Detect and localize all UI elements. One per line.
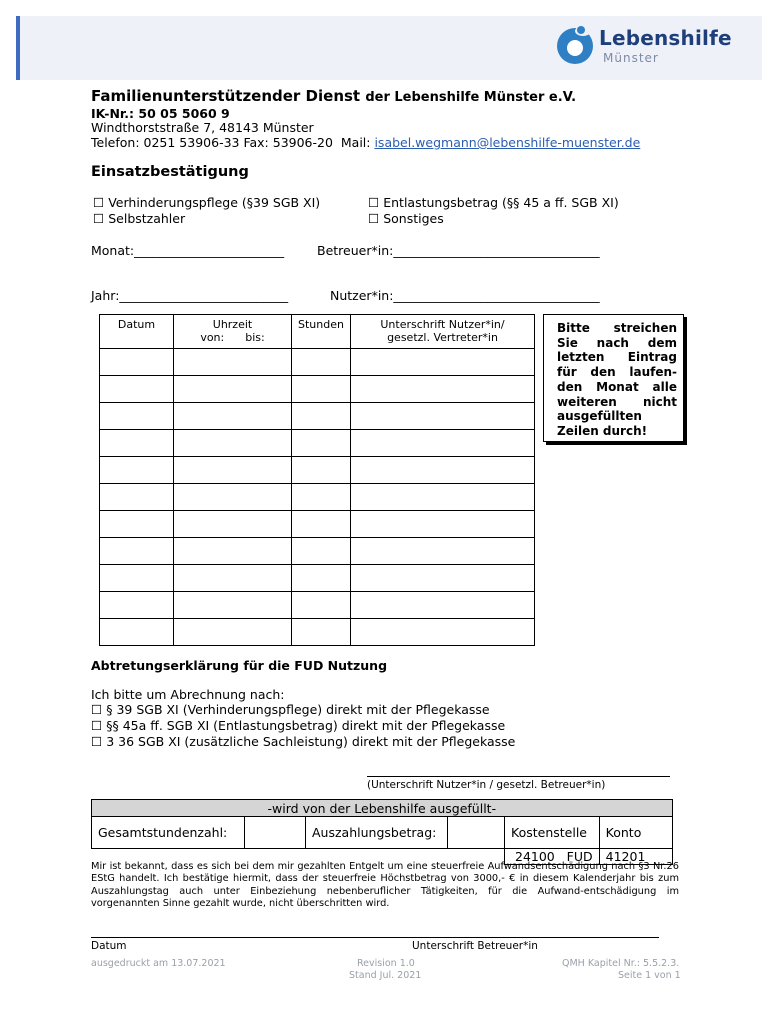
stunden-cell[interactable] xyxy=(292,376,351,403)
table-row xyxy=(100,457,535,484)
col-von-bis-label: von: bis: xyxy=(200,331,265,344)
option-label: Selbstzahler xyxy=(108,211,186,226)
tax-declaration: Mir ist bekannt, dass es sich bei dem mir gezahlten Entgelt um eine steuerfreie Aufwandsentschädigung nach §3 Nr.26 EStG handelt. Ich bestätige hiermit, dass der steuerfreie Höchstbetrag von 3000,- € in diesem Kalenderjahr bis zum Auszahlungstag auch unter Einbeziehung nebenberuflicher Tätigkeiten, für die Aufwand-entschädigung im vorgenannten Sinne gezahlt wurde, nicht überschritten wird. xyxy=(91,861,679,909)
kostenstelle-value: 24100 FUD xyxy=(505,849,600,865)
unterschrift-cell[interactable] xyxy=(351,349,535,376)
konto-value: 41201 xyxy=(599,849,672,865)
contact-text: Telefon: 0251 53906-33 Fax: 53906-20 Mail: xyxy=(91,135,375,150)
checkbox-icon[interactable]: ☐ xyxy=(91,718,103,733)
option-label: Verhinderungspflege (§39 SGB XI) xyxy=(108,195,321,210)
table-row xyxy=(100,511,535,538)
ik-number: IK-Nr.: 50 05 5060 9 xyxy=(91,106,230,121)
datum-cell[interactable] xyxy=(100,619,174,646)
betreuer-field[interactable]: Betreuer*in:_________________________________ xyxy=(317,243,600,258)
betreuer-signature-label: Unterschrift Betreuer*in xyxy=(412,940,538,952)
table-row xyxy=(100,619,535,646)
datum-cell[interactable] xyxy=(100,484,174,511)
option-label: Sonstiges xyxy=(383,211,444,226)
checkbox-icon[interactable]: ☐ xyxy=(93,211,105,226)
entry-table xyxy=(99,314,535,646)
abtretung-intro: Ich bitte um Abrechnung nach: xyxy=(91,687,285,702)
checkbox-icon[interactable]: ☐ xyxy=(93,195,105,210)
unterschrift-cell[interactable] xyxy=(351,565,535,592)
datum-cell[interactable] xyxy=(100,592,174,619)
auszahlung-value-cell[interactable] xyxy=(448,817,505,849)
table-row xyxy=(100,592,535,619)
logo-mark-icon xyxy=(557,28,593,64)
stunden-cell[interactable] xyxy=(292,403,351,430)
datum-cell[interactable] xyxy=(100,403,174,430)
org-title-main: Familienunterstützender Dienst xyxy=(91,87,361,105)
nutzer-field[interactable]: Nutzer*in:_________________________________ xyxy=(330,288,600,303)
stunden-cell[interactable] xyxy=(292,511,351,538)
table-row xyxy=(100,349,535,376)
table-row xyxy=(100,376,535,403)
kostenstelle-label: Kostenstelle xyxy=(505,817,600,849)
table-row xyxy=(100,484,535,511)
uhrzeit-cell[interactable] xyxy=(174,484,292,511)
datum-cell[interactable] xyxy=(100,457,174,484)
stunden-cell[interactable] xyxy=(292,430,351,457)
datum-cell[interactable] xyxy=(100,511,174,538)
logo-dot-icon xyxy=(577,26,585,34)
stunden-cell[interactable] xyxy=(292,592,351,619)
table-body xyxy=(100,349,535,646)
abtretung-option-label: 3 36 SGB XI (zusätzliche Sachleistung) direkt mit der Pflegekasse xyxy=(106,734,516,749)
col-uhrzeit-label: Uhrzeit xyxy=(212,318,253,331)
col-uhrzeit xyxy=(174,315,292,349)
unterschrift-cell[interactable] xyxy=(351,403,535,430)
option-entlastungsbetrag[interactable] xyxy=(368,195,619,210)
datum-cell[interactable] xyxy=(100,538,174,565)
fee-table xyxy=(91,799,673,865)
unterschrift-cell[interactable] xyxy=(351,538,535,565)
col-vertreter-label: gesetzl. Vertreter*in xyxy=(387,331,498,344)
uhrzeit-cell[interactable] xyxy=(174,565,292,592)
unterschrift-cell[interactable] xyxy=(351,484,535,511)
unterschrift-cell[interactable] xyxy=(351,376,535,403)
datum-cell[interactable] xyxy=(100,349,174,376)
signature-line[interactable] xyxy=(367,776,670,777)
stunden-cell[interactable] xyxy=(292,484,351,511)
col-unterschrift xyxy=(351,315,535,349)
table-row xyxy=(100,430,535,457)
checkbox-icon[interactable]: ☐ xyxy=(368,195,380,210)
gesamtstunden-label: Gesamtstundenzahl: xyxy=(92,817,245,849)
abtretung-title: Abtretungserklärung für die FUD Nutzung xyxy=(91,658,388,673)
checkbox-icon[interactable]: ☐ xyxy=(368,211,380,226)
option-label: Entlastungsbetrag (§§ 45 a ff. SGB XI) xyxy=(383,195,619,210)
konto-label: Konto xyxy=(599,817,672,849)
org-title-suffix: der Lebenshilfe Münster e.V. xyxy=(365,90,577,105)
form-title: Einsatzbestätigung xyxy=(91,164,249,180)
uhrzeit-cell[interactable] xyxy=(174,430,292,457)
option-verhinderungspflege[interactable] xyxy=(93,195,320,210)
unterschrift-cell[interactable] xyxy=(351,430,535,457)
table-header-row xyxy=(100,315,535,349)
address: Windthorststraße 7, 48143 Münster xyxy=(91,120,314,135)
option-sonstiges[interactable] xyxy=(368,211,444,226)
abtretung-option-45a[interactable] xyxy=(91,718,505,733)
datum-label: Datum xyxy=(91,940,127,952)
abtretung-option-label: §§ 45a ff. SGB XI (Entlastungsbetrag) direkt mit der Pflegekasse xyxy=(106,718,506,733)
email-link[interactable]: isabel.wegmann@lebenshilfe-muenster.de xyxy=(374,135,641,150)
unterschrift-cell[interactable] xyxy=(351,457,535,484)
uhrzeit-cell[interactable] xyxy=(174,592,292,619)
fee-table-header: -wird von der Lebenshilfe ausgefüllt- xyxy=(92,800,673,817)
datum-cell[interactable] xyxy=(100,430,174,457)
stunden-cell[interactable] xyxy=(292,619,351,646)
table-row xyxy=(100,403,535,430)
abtretung-option-39[interactable] xyxy=(91,702,490,717)
unterschrift-cell[interactable] xyxy=(351,619,535,646)
stunden-cell[interactable] xyxy=(292,538,351,565)
uhrzeit-cell[interactable] xyxy=(174,349,292,376)
jahr-field[interactable]: Jahr:___________________________ xyxy=(91,288,289,303)
datum-cell[interactable] xyxy=(100,565,174,592)
col-unterschrift-label: Unterschrift Nutzer*in/ xyxy=(380,318,505,331)
uhrzeit-cell[interactable] xyxy=(174,457,292,484)
table-row xyxy=(100,538,535,565)
uhrzeit-cell[interactable] xyxy=(174,619,292,646)
checkbox-icon[interactable]: ☐ xyxy=(91,734,103,749)
auszahlung-label: Auszahlungsbetrag: xyxy=(306,817,448,849)
strike-through-note: Bitte streichen Sie nach dem letzten Eintrag für den laufen-den Monat alle weiteren nicht ausgefüllten Zeilen durch! xyxy=(543,314,684,442)
printed-date: ausgedruckt am 13.07.2021 xyxy=(91,958,226,969)
stunden-cell[interactable] xyxy=(292,457,351,484)
abtretung-option-36[interactable] xyxy=(91,734,515,749)
logo-city: Münster xyxy=(603,51,659,65)
uhrzeit-cell[interactable] xyxy=(174,538,292,565)
stand: Stand Jul. 2021 xyxy=(349,970,422,981)
gesamtstunden-value-cell[interactable] xyxy=(245,817,306,849)
checkbox-icon[interactable]: ☐ xyxy=(91,702,103,717)
datum-cell[interactable] xyxy=(100,376,174,403)
option-selbstzahler[interactable] xyxy=(93,211,185,226)
monat-field[interactable]: Monat:________________________ xyxy=(91,243,285,258)
org-title xyxy=(91,87,576,105)
revision: Revision 1.0 xyxy=(357,958,415,969)
contact-line xyxy=(91,135,640,150)
page-number: Seite 1 von 1 xyxy=(618,970,681,981)
unterschrift-cell[interactable] xyxy=(351,592,535,619)
uhrzeit-cell[interactable] xyxy=(174,511,292,538)
col-stunden: Stunden xyxy=(292,315,351,349)
lebenshilfe-logo xyxy=(555,26,755,70)
table-row xyxy=(100,565,535,592)
unterschrift-cell[interactable] xyxy=(351,511,535,538)
qmh-chapter: QMH Kapitel Nr.: 5.5.2.3. xyxy=(562,958,680,969)
stunden-cell[interactable] xyxy=(292,349,351,376)
col-datum: Datum xyxy=(100,315,174,349)
uhrzeit-cell[interactable] xyxy=(174,403,292,430)
signature-caption: (Unterschrift Nutzer*in / gesetzl. Betreuer*in) xyxy=(367,779,606,791)
abtretung-option-label: § 39 SGB XI (Verhinderungspflege) direkt mit der Pflegekasse xyxy=(106,702,490,717)
uhrzeit-cell[interactable] xyxy=(174,376,292,403)
bottom-signature-line[interactable] xyxy=(91,937,659,938)
header-accent-bar xyxy=(16,16,20,80)
logo-name: Lebenshilfe xyxy=(599,26,732,50)
stunden-cell[interactable] xyxy=(292,565,351,592)
